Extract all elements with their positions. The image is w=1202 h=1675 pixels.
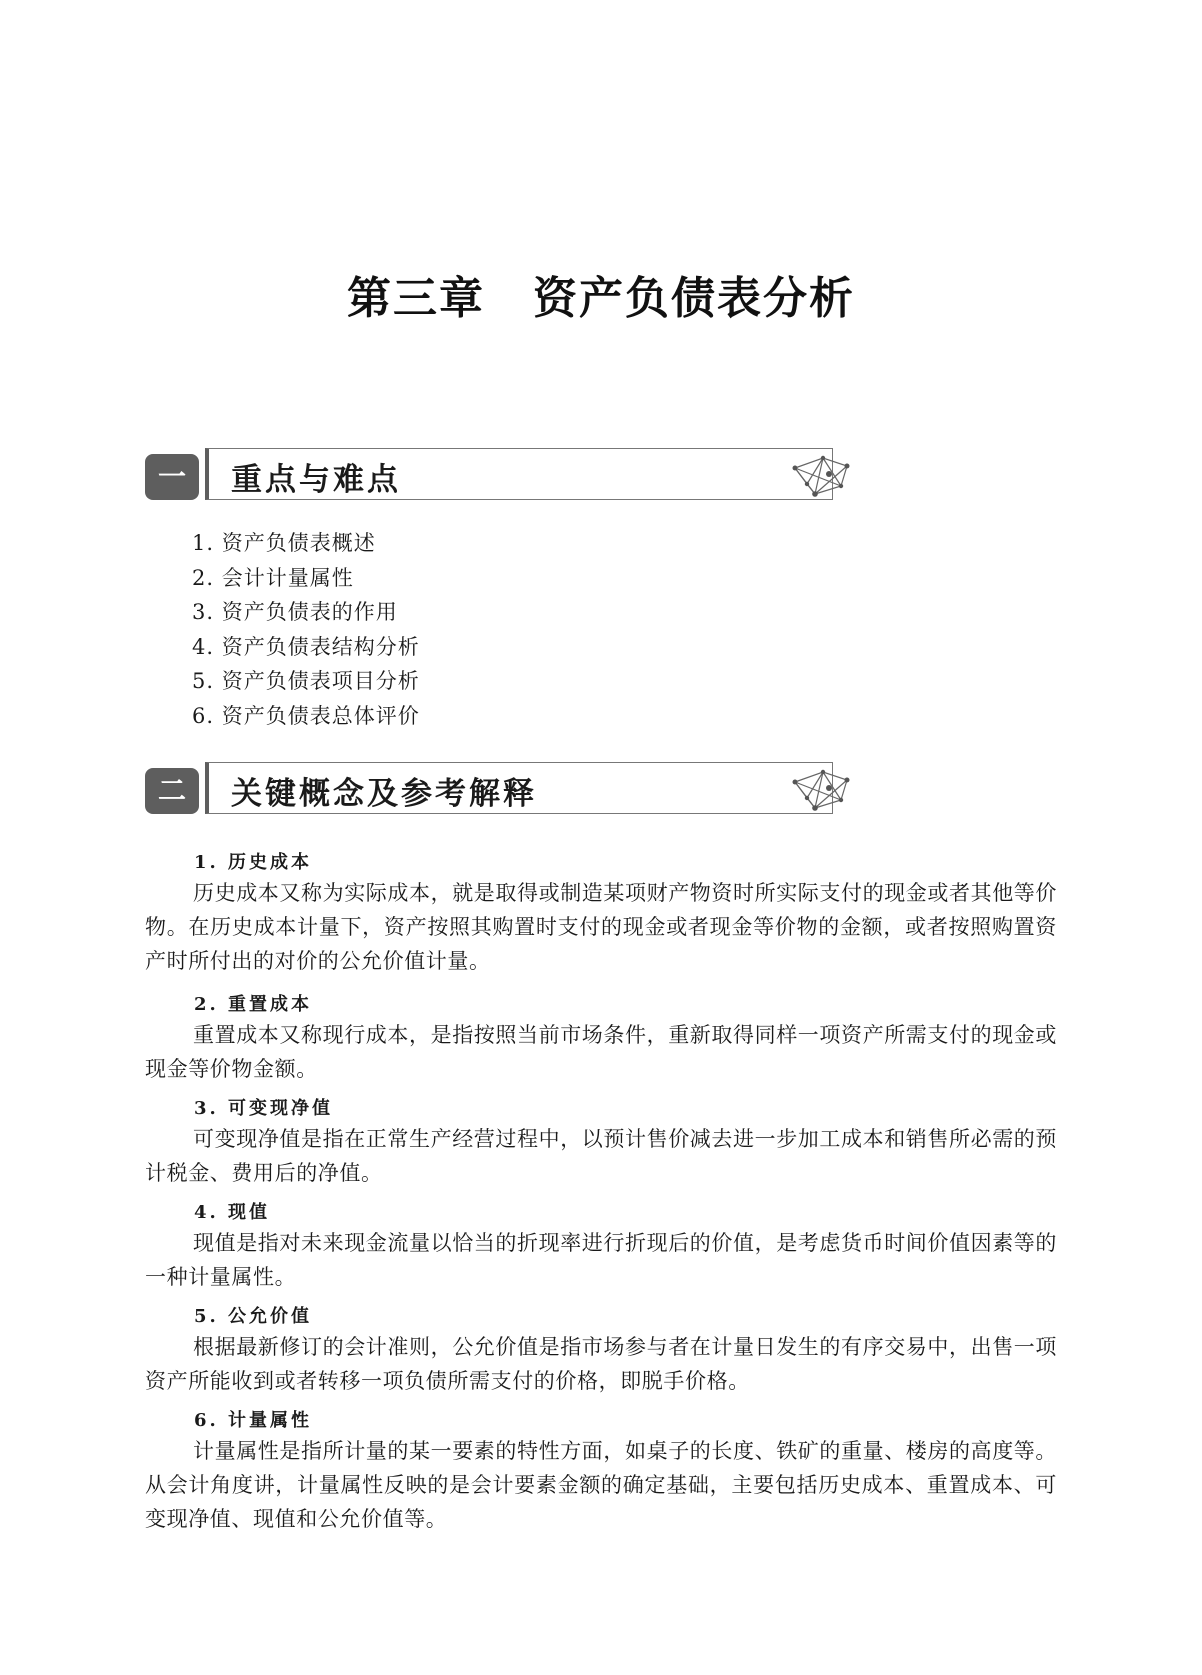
concept-title: 4. 现值 xyxy=(194,1202,271,1223)
concept-body: 可变现净值是指在正常生产经营过程中，以预计售价减去进一步加工成本和销售所必需的预计税金、费用后的净值。 xyxy=(145,1127,1057,1186)
concept-body: 现值是指对未来现金流量以恰当的折现率进行折现后的价值，是考虑货币时间价值因素等的一种计量属性。 xyxy=(145,1231,1057,1290)
section-header-key-concepts xyxy=(145,762,850,818)
section-title: 关键概念及参考解释 xyxy=(231,776,537,812)
list-item: 3. 资产负债表的作用 xyxy=(192,600,398,625)
network-icon xyxy=(785,448,855,504)
concept-body: 根据最新修订的会计准则，公允价值是指市场参与者在计量日发生的有序交易中，出售一项资产所能收到或者转移一项负债所需支付的价格，即脱手价格。 xyxy=(145,1335,1057,1394)
key-points-list xyxy=(192,526,420,734)
section-title: 重点与难点 xyxy=(231,462,401,498)
list-item: 5. 资产负债表项目分析 xyxy=(192,669,420,694)
section-header-key-points xyxy=(145,448,850,504)
list-item: 4. 资产负债表结构分析 xyxy=(192,634,420,659)
concept-title: 5. 公允价值 xyxy=(194,1306,313,1327)
section-number-badge: 二 xyxy=(145,768,199,814)
chapter-number: 第三章 xyxy=(347,273,485,324)
list-item: 6. 资产负债表总体评价 xyxy=(192,703,420,728)
list-item: 1. 资产负债表概述 xyxy=(192,531,376,555)
concept-title: 2. 重置成本 xyxy=(194,994,313,1015)
concept-body: 重置成本又称现行成本，是指按照当前市场条件，重新取得同样一项资产所需支付的现金或现金等价物金额。 xyxy=(145,1023,1057,1082)
concept-body: 历史成本又称为实际成本，就是取得或制造某项财产物资时所实际支付的现金或者其他等价物。在历史成本计量下，资产按照其购置时支付的现金或者现金等价物的金额，或者按照购置资产时所付出的对价的公允价值计量。 xyxy=(145,881,1057,974)
network-icon xyxy=(785,762,855,818)
list-item: 2. 会计计量属性 xyxy=(192,565,354,590)
section-number-badge: 一 xyxy=(145,454,199,500)
concept-title: 6. 计量属性 xyxy=(194,1410,313,1431)
chapter-name: 资产负债表分析 xyxy=(533,273,855,324)
chapter-title xyxy=(0,262,1202,326)
concept-body: 计量属性是指所计量的某一要素的特性方面，如桌子的长度、铁矿的重量、楼房的高度等。从会计角度讲，计量属性反映的是会计要素金额的确定基础，主要包括历史成本、重置成本、可变现净值、现值和公允价值等。 xyxy=(145,1439,1057,1532)
concept-title: 3. 可变现净值 xyxy=(194,1098,334,1119)
concept-title: 1. 历史成本 xyxy=(194,852,313,873)
